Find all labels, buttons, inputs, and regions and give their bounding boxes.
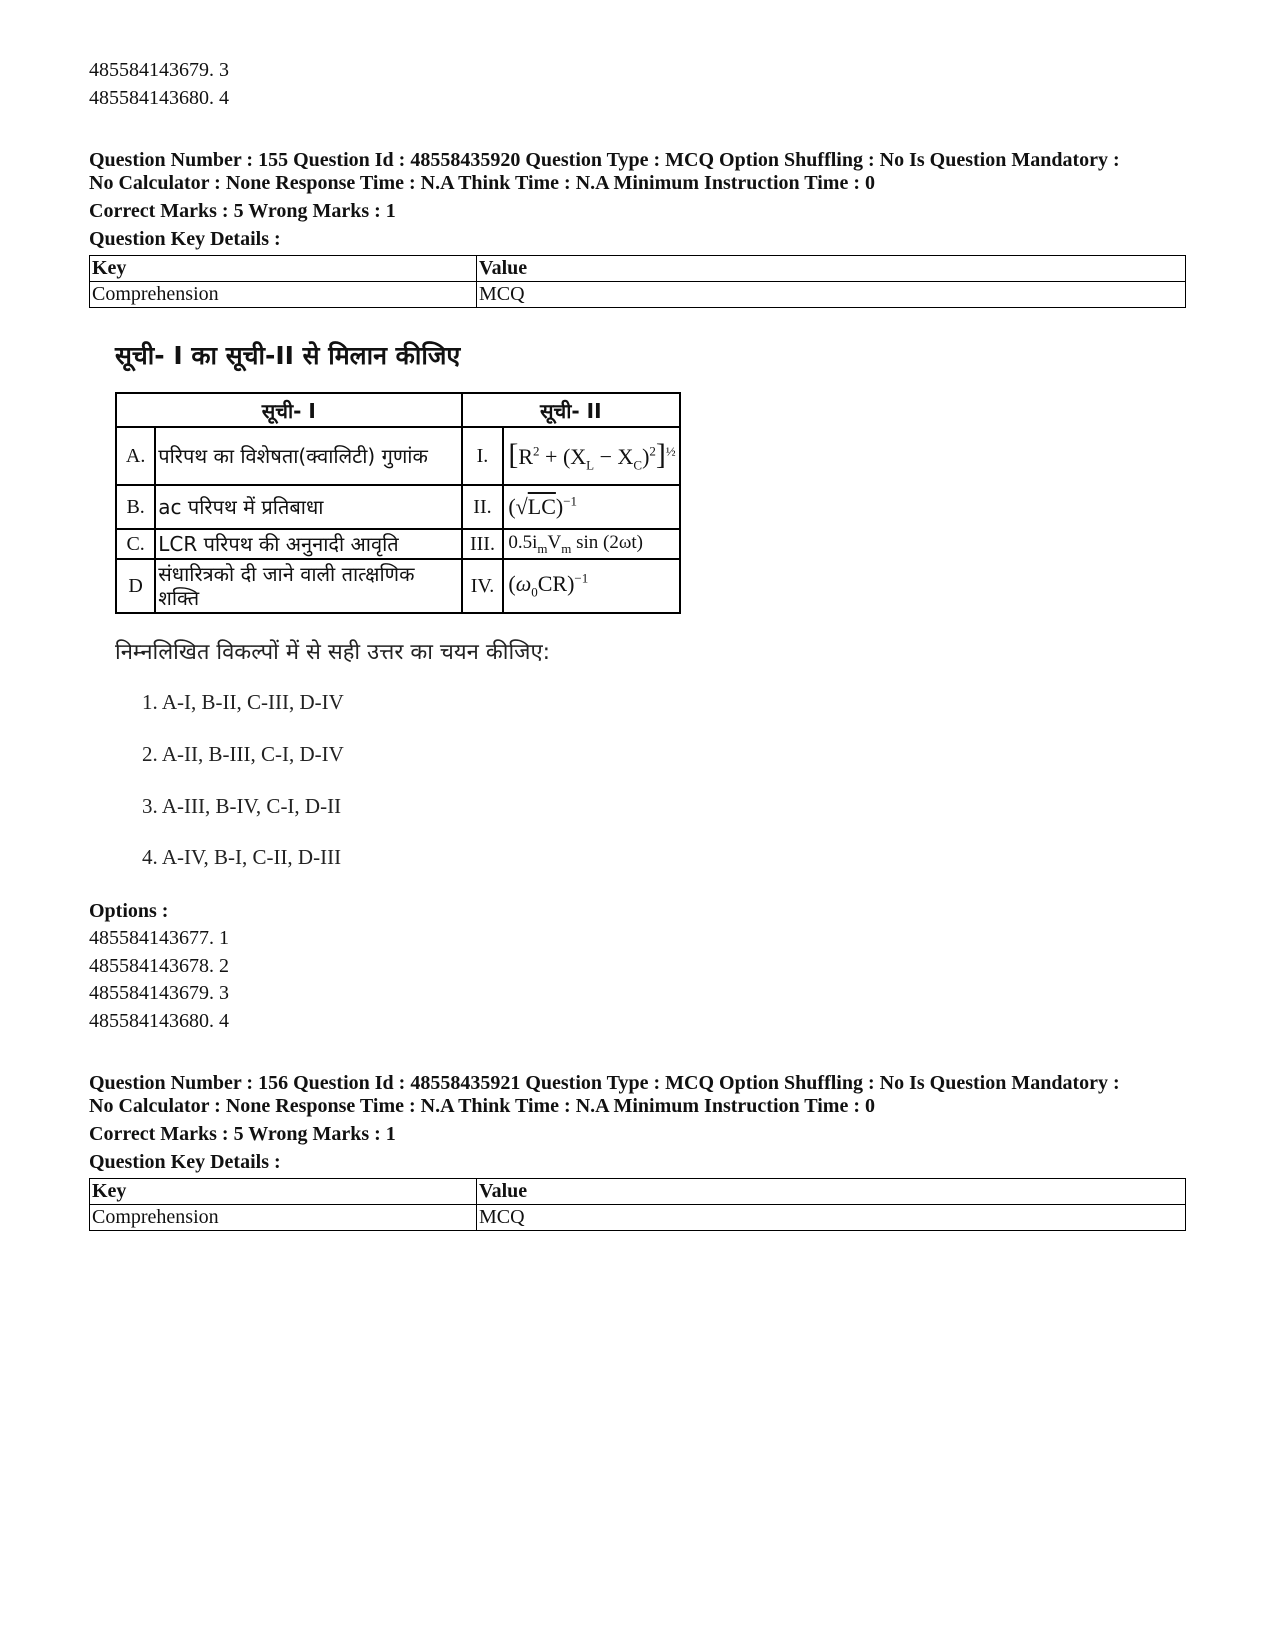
q155-option-3: 485584143679. 3 — [89, 982, 229, 1004]
top-option-4: 485584143680. 4 — [89, 87, 229, 109]
q156-key-details-label: Question Key Details : — [89, 1151, 281, 1173]
choice-3: 3. A-III, B-IV, C-I, D-II — [142, 794, 342, 818]
table-row — [116, 427, 680, 485]
q155-instruction: निम्नलिखित विकल्पों में से सही उत्तर का चयन कीजिए: — [115, 640, 551, 665]
q156-meta-line2: No Calculator : None Response Time : N.A Think Time : N.A Minimum Instruction Time : 0 — [89, 1095, 875, 1117]
q156-marks: Correct Marks : 5 Wrong Marks : 1 — [89, 1123, 396, 1145]
key-header: Key — [90, 256, 477, 282]
q155-option-1: 485584143677. 1 — [89, 927, 229, 949]
q155-option-2: 485584143678. 2 — [89, 955, 229, 977]
table-row — [116, 393, 680, 427]
value-header: Value — [477, 256, 1186, 282]
key-cell: Comprehension — [90, 1205, 477, 1231]
table-row — [116, 485, 680, 529]
q155-options-label: Options : — [89, 900, 169, 922]
row-text: ac परिपथ में प्रतिबाधा — [155, 485, 461, 529]
value-cell: MCQ — [477, 1205, 1186, 1231]
q155-option-4: 485584143680. 4 — [89, 1010, 229, 1032]
row-label: A. — [116, 427, 155, 485]
table-row — [90, 1205, 1186, 1231]
formula-resonance: $(√LC)^{-1}$ — [503, 485, 680, 529]
row-text: संधारित्रको दी जाने वाली तात्क्षणिक शक्ति — [155, 559, 461, 613]
row-text: परिपथ का विशेषता(क्वालिटी) गुणांक — [155, 427, 461, 485]
row-roman-label: I. — [462, 427, 504, 485]
row-label: D — [116, 559, 155, 613]
top-option-3: 485584143679. 3 — [89, 59, 229, 81]
q155-marks: Correct Marks : 5 Wrong Marks : 1 — [89, 200, 396, 222]
q156-key-table — [89, 1178, 1186, 1231]
q155-key-details-label: Question Key Details : — [89, 228, 281, 250]
q155-meta-line1: Question Number : 155 Question Id : 48558435920 Question Type : MCQ Option Shuffling : No Is Question Mandatory : — [89, 149, 1120, 171]
q155-key-table — [89, 255, 1186, 308]
row-roman-label: IV. — [462, 559, 504, 613]
key-header: Key — [90, 1179, 477, 1205]
list2-header: सूची- II — [462, 393, 680, 427]
q155-question-title: सूची- I का सूची-II से मिलान कीजिए — [115, 341, 461, 370]
table-row — [90, 256, 1186, 282]
row-label: B. — [116, 485, 155, 529]
table-row — [90, 282, 1186, 308]
value-header: Value — [477, 1179, 1186, 1205]
formula-power: $0.5i_mV_m$ sin (2ωt) — [503, 529, 680, 559]
value-cell: MCQ — [477, 282, 1186, 308]
formula-quality: $(\omega_0CR)^{-1}$ — [503, 559, 680, 613]
table-row — [116, 529, 680, 559]
match-table — [115, 392, 681, 614]
formula-impedance: $[R^2 + (X_L - X_C)^2]^{\frac{1}{2}}$ — [503, 427, 680, 485]
row-roman-label: II. — [462, 485, 504, 529]
row-roman-label: III. — [462, 529, 504, 559]
row-label: C. — [116, 529, 155, 559]
key-cell: Comprehension — [90, 282, 477, 308]
choice-1: 1. A-I, B-II, C-III, D-IV — [142, 690, 344, 714]
table-row — [90, 1179, 1186, 1205]
row-text: LCR परिपथ की अनुनादी आवृति — [155, 529, 461, 559]
choice-4: 4. A-IV, B-I, C-II, D-III — [142, 845, 342, 869]
q156-meta-line1: Question Number : 156 Question Id : 48558435921 Question Type : MCQ Option Shuffling : No Is Question Mandatory : — [89, 1072, 1120, 1094]
list1-header: सूची- I — [116, 393, 462, 427]
q155-meta-line2: No Calculator : None Response Time : N.A Think Time : N.A Minimum Instruction Time : 0 — [89, 172, 875, 194]
choice-2: 2. A-II, B-III, C-I, D-IV — [142, 742, 344, 766]
table-row — [116, 559, 680, 613]
